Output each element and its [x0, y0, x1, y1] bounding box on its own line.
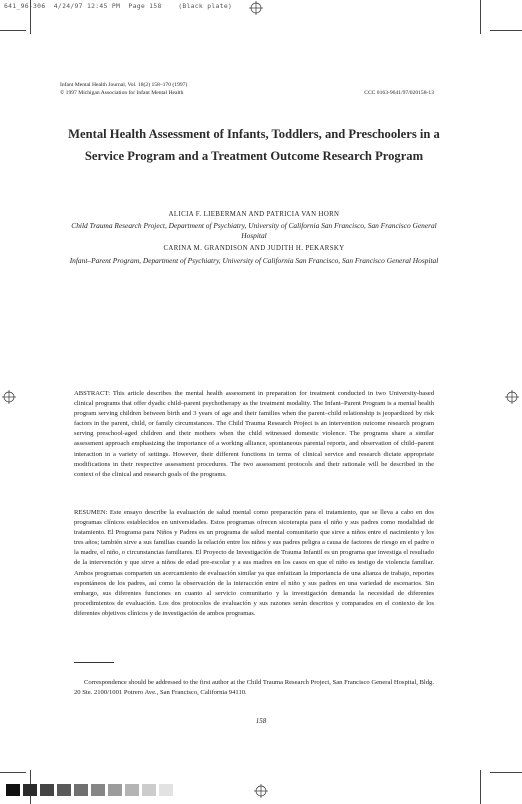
crop-mark-top-left-h: [0, 30, 26, 31]
crop-mark-bottom-left-h: [0, 772, 26, 773]
correspondence-footnote: Correspondence should be addressed to the first author at the Child Trauma Research Project, San Francisco General Hospital, Bldg. 20 Ste. 2100/1001 Potrero Ave., San Francisco, California 94110.: [74, 679, 434, 696]
authors-group-1: ALICIA F. LIEBERMAN AND PATRICIA VAN HORN: [168, 211, 340, 218]
registration-target-bottom-icon: [254, 784, 268, 798]
color-swatch: [142, 784, 156, 796]
registration-target-right-icon: [505, 390, 519, 404]
color-swatch: [125, 784, 139, 796]
affiliation-group-2: Infant–Parent Program, Department of Psychiatry, University of California San Francisco, San Francisco General Hospital: [69, 256, 439, 265]
article-title: Mental Health Assessment of Infants, Toddlers, and Preschoolers in a Service Program and a Treatment Outcome Research Program: [68, 127, 440, 163]
color-swatch: [108, 784, 122, 796]
color-swatch: [91, 784, 105, 796]
color-swatch: [159, 784, 173, 796]
printer-slug-line: 641_96-306 4/24/97 12:45 PM Page 158 (Black plate): [4, 2, 233, 10]
color-swatch: [74, 784, 88, 796]
abstract-english: ABSTRACT: This article describes the mental health assessment in preparation for treatment conducted in two University-based clinical programs that offer dyadic child–parent psychotherapy as the treatment modality. The Infant–Parent Program is a mental health program serving children between birth and 3 years of age and their families when the parent–child relationship is jeopardized by risk factors in the parent, child, or family circumstances. The Child Trauma Research Project is an intervention outcome research program serving preschool-aged children and their mothers when the child witnessed domestic violence. The programs share a similar assessment approach emphasizing the importance of a working alliance, spontaneous parental reports, and observation of child–parent interaction in a variety of settings. However, their different functions in terms of clinical service and research dictate appropriate modifications in their respective assessment procedures. The two assessment protocols and their rationale will be described in the context of the clinical and research goals of the programs.: [74, 390, 434, 478]
crop-mark-top-left: [30, 0, 31, 34]
footnote-rule: [74, 662, 114, 663]
crop-mark-bottom-right: [480, 770, 481, 804]
crop-mark-top-right-h: [490, 30, 522, 31]
crop-mark-top-right: [480, 0, 481, 34]
page-number: 158: [255, 717, 267, 725]
affiliation-group-1: Child Trauma Research Project, Department of Psychiatry, University of California San Francisco, San Francisco General Hospital: [71, 221, 437, 240]
abstract-spanish: RESUMEN: Este ensayo describe la evaluación de salud mental como preparación para el tratamiento, que se lleva a cabo en dos programas clínicos establecidos en universidades. Estos programas ofrecen sicoterapia para el niño y sus padres como modalidad de tratamiento. El Programa para Niños y Padres es un programa de salud mental comunitario que sirve a niños entre el nacimiento y los tres años; también sirve a sus familias cuando la relación entre los niños y sus padres peligra a causa de factores de riesgo en el padre o la madre, el niño, o circunstancias familiares. El Proyecto de Investigación de Trauma Infantil es un programa que investiga el resultado de la intervención y que sirve a niños de edad pre-escolar y a sus madres en los casos en que el niño es testigo de violencia familiar. Ambos programas comparten un acercamiento de evaluación similar ya que enfatizan la importancia de una alianza de trabajo, reportes espontáneos de los padres, así como la observación de la interacción entre el niño y sus padres en una variedad de escenarios. Sin embargo, sus diferentes funciones en cuanto al servicio comunitario y la investigación demanda la necesidad de diferentes procedimientos de evaluación. Los dos protocolos de evaluación y sus razones serán descritos y comparados en el contexto de los diferentes objetivos clínicos y de investigación de ambos programas.: [74, 509, 434, 617]
journal-line-2: © 1997 Michigan Association for Infant Mental Health: [60, 90, 184, 96]
color-swatch: [57, 784, 71, 796]
authors-group-2: CARINA M. GRANDISON AND JUDITH H. PEKARSKY: [163, 245, 345, 252]
ccc-code: CCC 0163-9641/97/020158-13: [364, 90, 434, 96]
registration-target-left-icon: [2, 390, 16, 404]
crop-mark-bottom-right-h: [490, 772, 522, 773]
color-swatch: [40, 784, 54, 796]
journal-line-1: Infant Mental Health Journal, Vol. 18(2) 158–170 (1997): [60, 82, 188, 88]
color-swatch: [6, 784, 20, 796]
registration-target-top-icon: [249, 1, 263, 15]
color-swatch: [23, 784, 37, 796]
color-control-strip: [6, 784, 176, 796]
